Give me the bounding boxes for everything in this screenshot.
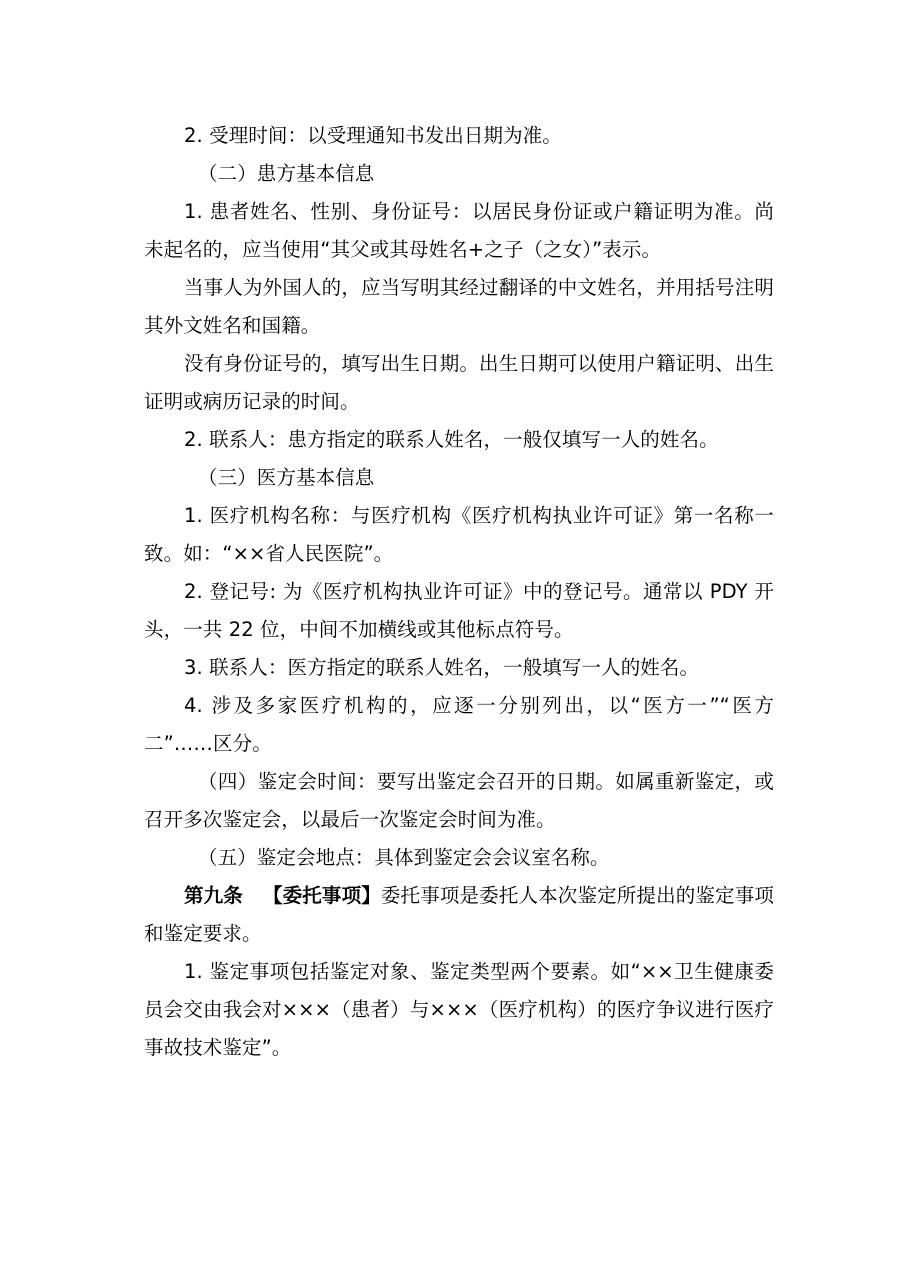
paragraph-foreigner: 当事人为外国人的，应当写明其经过翻译的中文姓名，并用括号注明其外文姓名和国籍。 bbox=[144, 276, 774, 337]
paragraph-hospital-name: 1. 医疗机构名称：与医疗机构《医疗机构执业许可证》第一名称一致。如：“××省人民医院”。 bbox=[144, 504, 774, 565]
article-9-paragraph bbox=[144, 877, 774, 953]
paragraph-meeting-location: （五）鉴定会地点：具体到鉴定会会议室名称。 bbox=[198, 846, 610, 869]
paragraph-multiple-hospitals: 4. 涉及多家医疗机构的，应逐一分别列出，以“医方一”“医方二”……区分。 bbox=[144, 694, 774, 755]
paragraph-appraisal-matters: 1. 鉴定事项包括鉴定对象、鉴定类型两个要素。如“××卫生健康委员会交由我会对×××（患者）与×××（医疗机构）的医疗争议进行医疗事故技术鉴定”。 bbox=[144, 960, 774, 1059]
paragraph-patient-name: 1. 患者姓名、性别、身份证号：以居民身份证或户籍证明为准。尚未起名的，应当使用“其父或其母姓名+之子（之女）”表示。 bbox=[144, 200, 774, 261]
paragraph-no-id: 没有身份证号的，填写出生日期。出生日期可以使用户籍证明、出生证明或病历记录的时间。 bbox=[144, 352, 774, 413]
paragraph-meeting-time: （四）鉴定会时间：要写出鉴定会召开的日期。如属重新鉴定，或召开多次鉴定会，以最后一次鉴定会时间为准。 bbox=[144, 770, 774, 831]
document-content bbox=[144, 117, 774, 1067]
paragraph-patient-contact: 2. 联系人：患方指定的联系人姓名，一般仅填写一人的姓名。 bbox=[184, 428, 719, 451]
section-hospital-info-heading: （三）医方基本信息 bbox=[198, 466, 375, 489]
section-patient-info-heading: （二）患方基本信息 bbox=[198, 162, 375, 185]
article-9-title: 第九条 bbox=[184, 884, 243, 907]
article-9-heading: 【委托事项】 bbox=[262, 884, 381, 907]
article-9-body: 委托事项是委托人本次鉴定所提出的鉴定事项和鉴定要求。 bbox=[144, 884, 774, 945]
paragraph-hospital-contact: 3. 联系人：医方指定的联系人姓名，一般填写一人的姓名。 bbox=[184, 656, 700, 679]
paragraph-registration-number: 2. 登记号: 为《医疗机构执业许可证》中的登记号。通常以 PDY 开头，一共 22 位，中间不加横线或其他标点符号。 bbox=[144, 580, 774, 641]
paragraph-acceptance-time: 2. 受理时间：以受理通知书发出日期为准。 bbox=[184, 124, 562, 147]
